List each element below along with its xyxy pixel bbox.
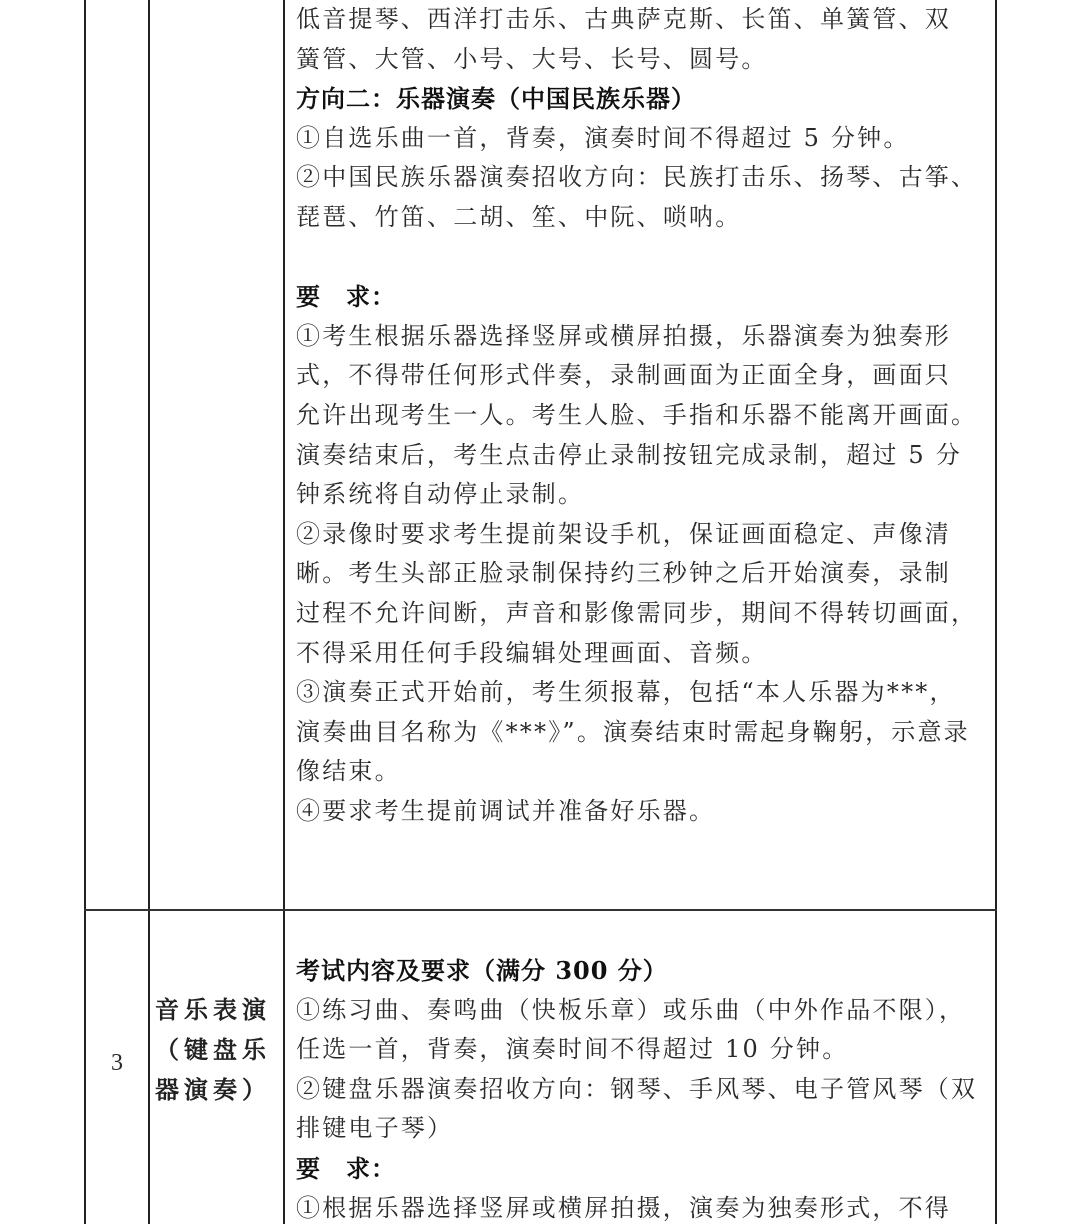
text-line: ②录像时要求考生提前架设手机，保证画面稳定、声像清: [296, 519, 951, 548]
category-line: 器演奏）: [155, 1075, 271, 1104]
text-line: 像结束。: [296, 757, 401, 786]
blank-line: [296, 238, 988, 278]
text-line: 不得采用任何手段编辑处理画面、音频。: [296, 638, 768, 667]
text-line: 簧管、大管、小号、大号、长号、圆号。: [296, 44, 768, 73]
requirements-heading: 要 求：: [296, 282, 396, 312]
text-line: ①练习曲、奏鸣曲（快板乐章）或乐曲（中外作品不限），: [296, 995, 966, 1024]
text-line: 演奏结束后，考生点击停止录制按钮完成录制，超过 5 分: [296, 440, 962, 469]
table-border-right: [995, 0, 997, 1224]
text-line: ①自选乐曲一首，背奏，演奏时间不得超过 5 分钟。: [296, 123, 910, 152]
column-divider-2: [283, 0, 285, 1224]
text-line: ④要求考生提前调试并准备好乐器。: [296, 796, 716, 825]
text-line: 琵琶、竹笛、二胡、笙、中阮、唢呐。: [296, 202, 742, 231]
text-line: ③演奏正式开始前，考生须报幕，包括“本人乐器为***，: [296, 678, 956, 707]
section-heading: 方向二：乐器演奏（中国民族乐器）: [296, 84, 696, 114]
requirements-heading: 要 求：: [296, 1153, 396, 1183]
prev-row-content: [296, 0, 988, 831]
column-divider-1: [148, 0, 150, 1224]
section-heading: 考试内容及要求（满分 300 分）: [296, 956, 668, 985]
row-3-content: [296, 951, 988, 1228]
text-line: 钟系统将自动停止录制。: [296, 480, 585, 509]
text-line: 演奏曲目名称为《***》”。演奏结束时需起身鞠躬，示意录: [296, 717, 970, 746]
row-number: 3: [111, 1050, 123, 1076]
text-line: ①考生根据乐器选择竖屏或横屏拍摄，乐器演奏为独奏形: [296, 321, 951, 350]
text-line: 排键电子琴）: [296, 1114, 454, 1143]
text-line: 晰。考生头部正脸录制保持约三秒钟之后开始演奏，录制: [296, 559, 951, 588]
table-border-left: [84, 0, 86, 1224]
text-line: 过程不允许间断，声音和影像需同步，期间不得转切画面，: [296, 598, 978, 627]
text-line: ①根据乐器选择竖屏或横屏拍摄，演奏为独奏形式，不得: [296, 1193, 951, 1222]
text-line: 允许出现考生一人。考生人脸、手指和乐器不能离开画面。: [296, 400, 978, 429]
text-line: ②键盘乐器演奏招收方向：钢琴、手风琴、电子管风琴（双: [296, 1074, 978, 1103]
text-line: 任选一首，背奏，演奏时间不得超过 10 分钟。: [296, 1035, 849, 1064]
category-line: 音乐表演: [155, 995, 271, 1024]
row-category: [155, 990, 281, 1110]
text-line: 式，不得带任何形式伴奏，录制画面为正面全身，画面只: [296, 361, 951, 390]
text-line: 低音提琴、西洋打击乐、古典萨克斯、长笛、单簧管、双: [296, 5, 951, 33]
category-line: （键盘乐: [155, 1035, 271, 1064]
text-line: ②中国民族乐器演奏招收方向：民族打击乐、扬琴、古筝、: [296, 163, 978, 192]
row-divider: [84, 909, 997, 911]
